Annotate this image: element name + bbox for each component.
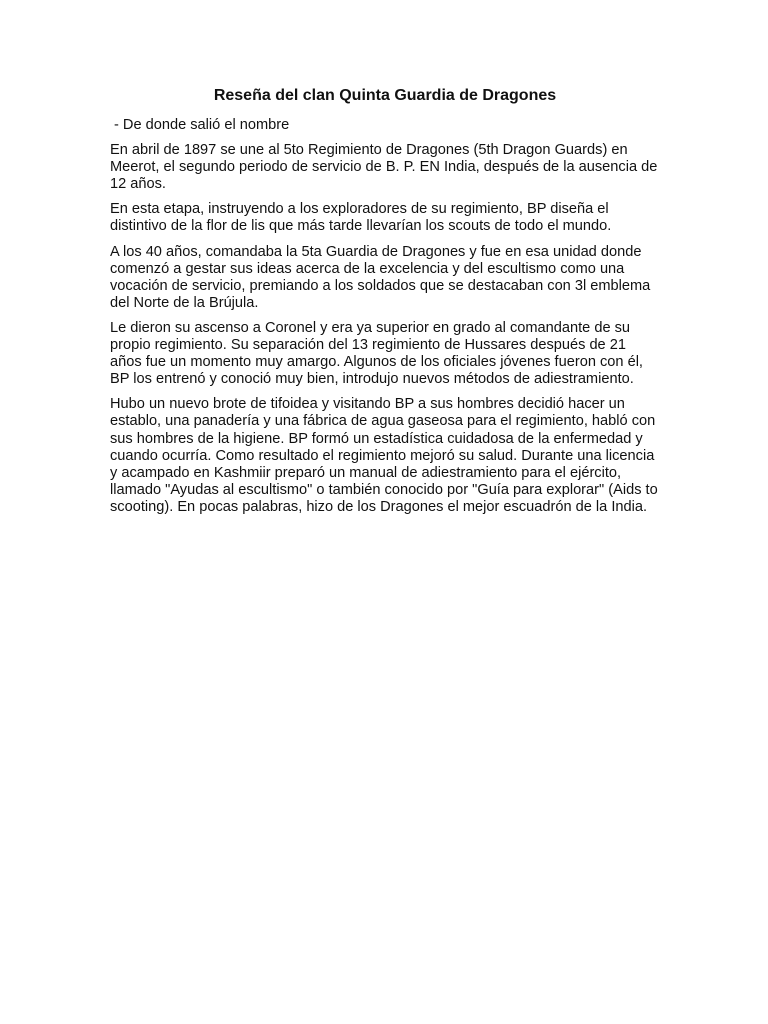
document-title: Reseña del clan Quinta Guardia de Dragones (213, 87, 557, 104)
document-page (110, 86, 660, 524)
paragraph-1: En abril de 1897 se une al 5to Regimiento de Dragones (5th Dragon Guards) en Meerot, el segundo periodo de servicio de B. P. EN India, después de la ausencia de 12 años. (110, 142, 658, 193)
paragraph-4: Le dieron su ascenso a Coronel y era ya superior en grado al comandante de su propio regimiento. Su separación del 13 regimiento de Hussares después de 21 años fue un momento muy amargo. Algunos de los oficiales jóvenes fueron con él, BP los entrenó y conoció muy bien, introdujo nuevos métodos de adiestramiento. (110, 319, 643, 388)
paragraph-5: Hubo un nuevo brote de tifoidea y visitando BP a sus hombres decidió hacer un establo, una panadería y una fábrica de agua gaseosa para el regimiento, habló con sus hombres de la higiene. BP formó un estadística cuidadosa de la enfermedad y cuando ocurría. Como resultado el regimiento mejoró su salud. Durante una licencia y acampado en Kashmiir preparó un manual de adiestramiento para el ejército, llamado "Ayudas al escultismo" o también conocido por "Guía para explorar" (Aids to scooting). En pocas palabras, hizo de los Dragones el mejor escuadrón de la India. (110, 396, 658, 515)
document-subtitle: - De donde salió el nombre (114, 117, 290, 133)
paragraph-3: A los 40 años, comandaba la 5ta Guardia de Dragones y fue en esa unidad donde comenzó a gestar sus ideas acerca de la excelencia y del escultismo como una vocación de servicio, premiando a los soldados que se destacaban con 3l emblema del Norte de la Brújula. (110, 243, 651, 311)
paragraph-2: En esta etapa, instruyendo a los exploradores de su regimiento, BP diseña el distintivo de la flor de lis que más tarde llevarían los scouts de todo el mundo. (110, 201, 612, 235)
